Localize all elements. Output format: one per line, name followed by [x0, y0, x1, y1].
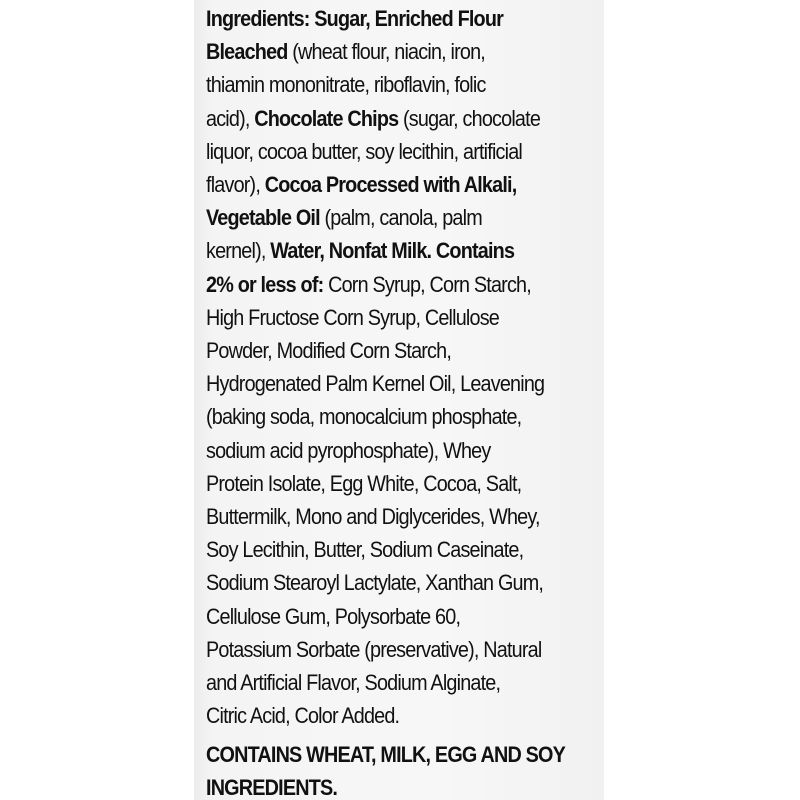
- ingredient-bold-text: Ingredients: Sugar, Enriched Flour: [206, 6, 504, 31]
- ingredient-bold-text: Bleached: [206, 39, 288, 65]
- ingredients-line: [206, 135, 562, 168]
- ingredient-text: Cellulose Gum, Polysorbate 60,: [206, 603, 461, 629]
- ingredient-text: Hydrogenated Palm Kernel Oil, Leavening: [206, 371, 545, 397]
- ingredient-text: liquor, cocoa butter, soy lecithin, artificial: [206, 138, 523, 164]
- ingredients-line: [206, 35, 562, 68]
- ingredient-text: (palm, canola, palm: [319, 205, 482, 231]
- ingredient-text: Powder, Modified Corn Starch,: [206, 338, 452, 364]
- ingredients-line: [206, 268, 562, 301]
- ingredients-line: [206, 633, 562, 666]
- ingredients-line: [206, 467, 562, 500]
- ingredient-text: (sugar, chocolate: [398, 105, 541, 131]
- ingredients-list: [206, 2, 562, 732]
- ingredients-line: [206, 234, 562, 267]
- ingredients-line: [206, 699, 562, 732]
- ingredients-line: [206, 367, 562, 400]
- ingredient-text: High Fructose Corn Syrup, Cellulose: [206, 304, 499, 330]
- ingredients-line: [206, 301, 562, 334]
- allergen-line: CONTAINS WHEAT, MILK, EGG AND SOY: [206, 742, 566, 767]
- ingredient-bold-text: 2% or less of:: [206, 271, 324, 297]
- ingredient-text: flavor),: [206, 172, 265, 198]
- ingredients-line: [206, 600, 562, 633]
- ingredient-bold-text: Cocoa Processed with Alkali,: [264, 172, 517, 198]
- ingredient-text: (baking soda, monocalcium phosphate,: [206, 404, 522, 430]
- ingredient-text: Sodium Stearoyl Lactylate, Xanthan Gum,: [206, 570, 544, 596]
- ingredient-bold-text: Water, Nonfat Milk. Contains: [270, 238, 515, 264]
- ingredient-text: acid),: [206, 105, 255, 131]
- ingredients-line: [206, 68, 562, 101]
- ingredient-text: sodium acid pyrophosphate), Whey: [206, 437, 491, 463]
- ingredient-text: Potassium Sorbate (preservative), Natural: [206, 636, 542, 662]
- ingredients-line: [206, 434, 562, 467]
- allergen-line: INGREDIENTS.: [206, 775, 338, 800]
- ingredients-line: [206, 334, 562, 367]
- ingredient-text: thiamin mononitrate, riboflavin, folic: [206, 72, 486, 98]
- ingredient-text: Corn Syrup, Corn Starch,: [323, 271, 531, 297]
- ingredients-line: [206, 533, 562, 566]
- ingredients-line: [206, 201, 562, 234]
- ingredients-line: [206, 2, 562, 35]
- ingredient-text: kernel),: [206, 238, 271, 264]
- ingredients-line: [206, 500, 562, 533]
- ingredient-label-panel: [194, 0, 604, 800]
- ingredient-text: Protein Isolate, Egg White, Cocoa, Salt,: [206, 470, 522, 496]
- ingredient-text: (wheat flour, niacin, iron,: [287, 39, 485, 65]
- ingredients-line: [206, 566, 562, 599]
- ingredient-bold-text: Chocolate Chips: [254, 105, 399, 131]
- ingredients-line: [206, 400, 562, 433]
- ingredient-text: and Artificial Flavor, Sodium Alginate,: [206, 670, 501, 696]
- ingredients-line: [206, 168, 562, 201]
- ingredient-text: Soy Lecithin, Butter, Sodium Caseinate,: [206, 537, 524, 563]
- ingredients-line: [206, 666, 562, 699]
- ingredient-text: Buttermilk, Mono and Diglycerides, Whey,: [206, 504, 540, 530]
- ingredient-text: Citric Acid, Color Added.: [206, 703, 400, 729]
- ingredient-bold-text: Vegetable Oil: [206, 205, 320, 231]
- allergen-statement: [206, 738, 566, 800]
- ingredients-line: [206, 102, 562, 135]
